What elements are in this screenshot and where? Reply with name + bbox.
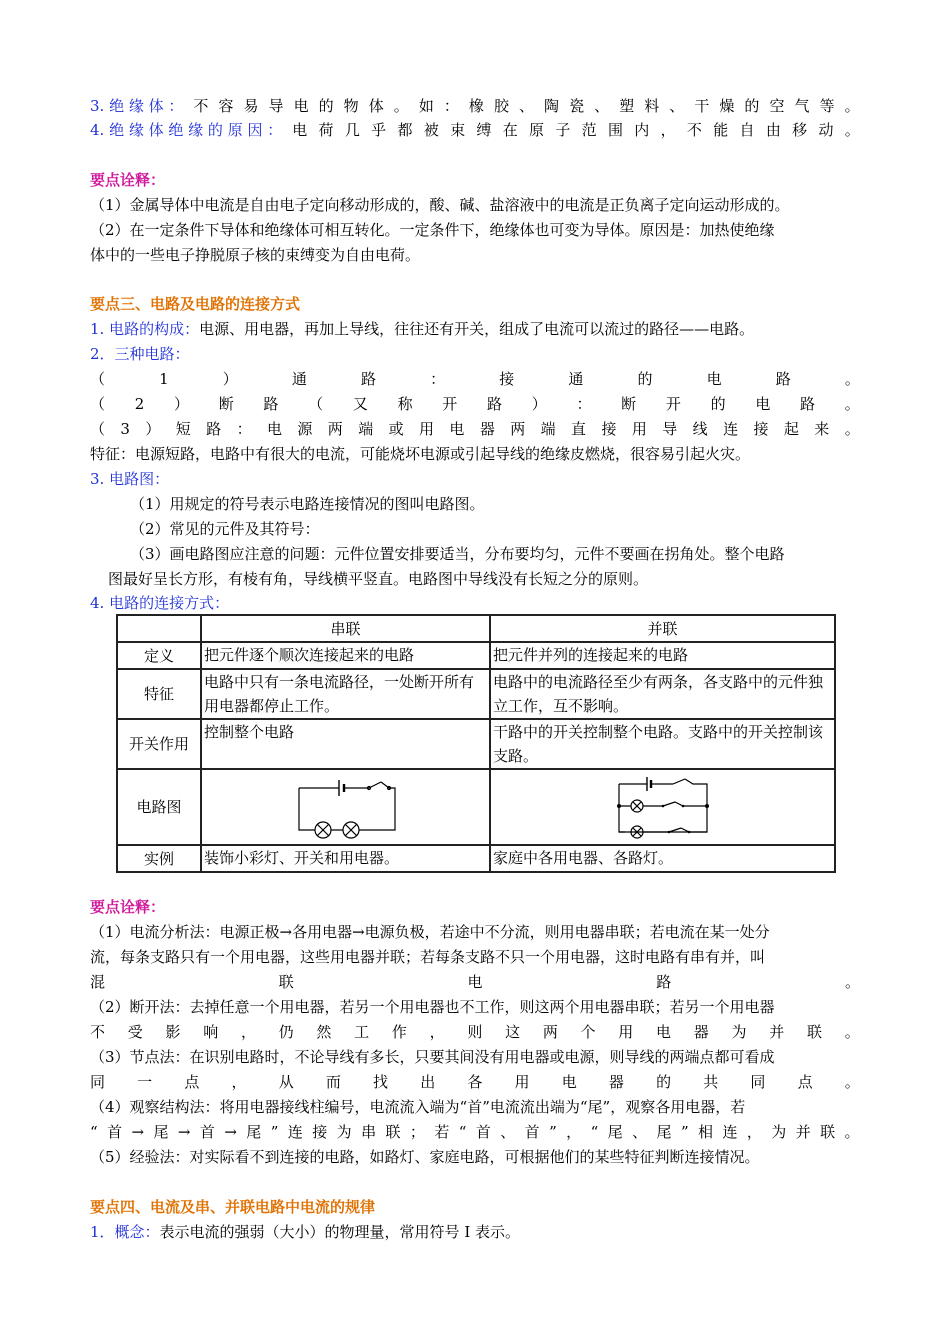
justified-char: 作 (391, 1023, 407, 1041)
justified-char: 、 (500, 1123, 516, 1141)
justified-char: 受 (127, 1023, 143, 1041)
justified-char: 。 (844, 420, 860, 438)
justified-char: 两 (510, 420, 526, 438)
justified-char: ： (236, 420, 252, 438)
justified-char: ” (270, 1123, 279, 1141)
justified-char: 内 (634, 121, 650, 139)
justified-char: 短 (175, 420, 191, 438)
justified-char: “ (90, 1123, 98, 1141)
parallel-feature: 电路中的电流路径至少有两条，各支路中的元件独立工作，互不影响。 (490, 669, 835, 719)
justified-char: ） (531, 395, 547, 413)
justified-char: ： (430, 370, 446, 388)
justified-char: 仍 (278, 1023, 294, 1041)
justified-char: 的 (656, 1073, 672, 1091)
justified-char: 橡 (468, 97, 484, 115)
justified-char: ） (145, 420, 161, 438)
justified-char: 从 (278, 1073, 294, 1091)
justified-char: 电 (755, 395, 771, 413)
justified-char: → (224, 1123, 237, 1141)
justified-char: 用 (514, 1073, 530, 1091)
justified-char: 。 (844, 1123, 860, 1141)
justified-char: 出 (420, 1073, 436, 1091)
justified-char: 路 (263, 395, 279, 413)
justified-char: 点 (797, 1073, 813, 1091)
justified-char: 接 (753, 420, 769, 438)
justified-char: 联 (820, 1123, 836, 1141)
row-label-switch-role: 开关作用 (117, 719, 201, 769)
justified-char: 尾 (656, 1123, 672, 1141)
justified-char: 易 (243, 97, 259, 115)
justified-char: 移 (792, 121, 808, 139)
justified-char: 不 (90, 1023, 106, 1041)
parallel-definition: 把元件并列的连接起来的电路 (490, 642, 835, 669)
justified-char: 能 (713, 121, 729, 139)
justified-char: 乎 (371, 121, 387, 139)
insulator-definition-text (193, 94, 860, 118)
circuit-composition-label: 1. 电路的构成： (90, 320, 200, 338)
justified-char: 电 (449, 420, 465, 438)
current-concept (90, 1220, 860, 1244)
section4-title: 要点四、电流及串、并联电路中电流的规律 (90, 1198, 376, 1216)
current-concept-label: 1．概念： (90, 1223, 160, 1241)
justified-char: 联 (278, 973, 294, 991)
justified-char: 若 (434, 1123, 450, 1141)
justified-char: 断 (218, 395, 234, 413)
justified-char: 连 (287, 1123, 303, 1141)
justified-char: 塑 (619, 97, 635, 115)
justified-char: 首 (199, 1123, 215, 1141)
justified-char: 接 (601, 420, 617, 438)
justified-char: 直 (571, 420, 587, 438)
justified-char: 。 (844, 973, 860, 991)
justified-char: 几 (344, 121, 360, 139)
connection-methods-label: 4. 电路的连接方式： (90, 594, 230, 612)
justified-char: 电 (561, 1073, 577, 1091)
justified-char: 两 (327, 420, 343, 438)
justified-char: 找 (373, 1073, 389, 1091)
justified-char: 如 (418, 97, 434, 115)
justified-char: ， (231, 1073, 247, 1091)
justified-char: 尾 (246, 1123, 262, 1141)
circuit-composition-text: 电源、用电器，再加上导线，往往还有开关，组成了电流可以流过的路径——电路。 (199, 320, 755, 338)
justified-char: ： (443, 97, 459, 115)
justified-char: 体 (368, 97, 384, 115)
justified-char: 用 (631, 420, 647, 438)
justified-char: ， (240, 1023, 256, 1041)
justified-char: ， (660, 121, 676, 139)
circuit-diagram-point3-line1: （3）画电路图应注意的问题：元件位置安排要适当，分布要均匀，元件不要画在拐角处。整个电路 (130, 545, 785, 563)
note1-title: 要点诠释： (90, 171, 166, 189)
justified-char: 2 (134, 395, 145, 413)
row-label-example: 实例 (117, 845, 201, 872)
method4-line1: （4）观察结构法：将用电器接线柱编号，电流流入端为“首”电流流出端为“尾”，观察各用电器，若 (90, 1098, 746, 1116)
justified-char: （ (90, 395, 106, 413)
table-row (117, 769, 835, 845)
justified-char: 并 (795, 1123, 811, 1141)
short-circuit-feature: 特征：电源短路，电路中有很大的电流，可能烧坏电源或引起导线的绝缘皮燃烧，很容易引起火灾。 (90, 445, 751, 463)
justified-char: 首 (475, 1123, 491, 1141)
justified-char: ， (566, 1123, 582, 1141)
justified-char: 用 (618, 1023, 634, 1041)
justified-char: 被 (423, 121, 439, 139)
justified-char: 胶 (493, 97, 509, 115)
justified-char: 。 (844, 1073, 860, 1091)
justified-char: 器 (479, 420, 495, 438)
justified-char: 端 (540, 420, 556, 438)
justified-char: 起 (783, 420, 799, 438)
table-header-parallel: 并联 (490, 615, 835, 642)
note2-title: 要点诠释： (90, 898, 166, 916)
method1-line3 (90, 970, 860, 994)
justified-char: 开 (665, 395, 681, 413)
justified-char: 瓷 (569, 97, 585, 115)
series-circuit-icon (291, 774, 401, 840)
justified-char: 都 (397, 121, 413, 139)
justified-char: 通 (291, 370, 307, 388)
justified-char: 连 (723, 420, 739, 438)
justified-char: 路 (361, 370, 377, 388)
justified-char: 各 (467, 1073, 483, 1091)
justified-char: “ (458, 1123, 467, 1141)
justified-char: 的 (637, 370, 653, 388)
justified-char: 电 (266, 420, 282, 438)
justified-char: 围 (607, 121, 623, 139)
connection-comparison-table (116, 614, 836, 873)
justified-char: 一 (137, 1073, 153, 1091)
method3-line2 (90, 1070, 860, 1094)
justified-char: 。 (844, 370, 860, 388)
circuit-composition (90, 317, 860, 341)
method1-line2: 流，每条支路只有一个用电器，这些用电器并联；若每条支路不只一个用电器，这时电路有串有并，叫 (90, 948, 766, 966)
justified-char: 陶 (544, 97, 560, 115)
justified-char: 等 (819, 97, 835, 115)
justified-char: 影 (165, 1023, 181, 1041)
table-header-blank (117, 615, 201, 642)
justified-char: 则 (467, 1023, 483, 1041)
justified-char: 。 (844, 395, 860, 413)
justified-char: 混 (90, 973, 106, 991)
justified-char: 原 (529, 121, 545, 139)
justified-char: 又 (352, 395, 368, 413)
justified-char: 源 (297, 420, 313, 438)
justified-char: 然 (316, 1023, 332, 1041)
row-label-diagram: 电路图 (117, 769, 201, 845)
insulator-reason-text (292, 118, 860, 142)
justified-char: 电 (293, 97, 309, 115)
justified-char: 范 (581, 121, 597, 139)
justified-char: 燥 (719, 97, 735, 115)
method2-line2 (90, 1020, 860, 1044)
justified-char: 、 (632, 1123, 648, 1141)
justified-char: 路 (206, 420, 222, 438)
justified-char: （ (308, 395, 324, 413)
justified-char: 、 (594, 97, 610, 115)
series-example: 装饰小彩灯、开关和用电器。 (201, 845, 490, 872)
parallel-switch-role: 干路中的开关控制整个电路。支路中的开关控制该支路。 (490, 719, 835, 769)
justified-char: 首 (524, 1123, 540, 1141)
justified-char: 两 (542, 1023, 558, 1041)
justified-char: 在 (502, 121, 518, 139)
justified-char: 工 (354, 1023, 370, 1041)
justified-char: 尾 (607, 1123, 623, 1141)
justified-char: 开 (442, 395, 458, 413)
justified-char: 称 (397, 395, 413, 413)
justified-char: 容 (218, 97, 234, 115)
justified-char: 。 (844, 1023, 860, 1041)
justified-char: 路 (775, 370, 791, 388)
justified-char: 线 (692, 420, 708, 438)
justified-char: 为 (731, 1023, 747, 1041)
justified-char: 。 (393, 97, 409, 115)
justified-char: 路 (656, 973, 672, 991)
open-circuit-line (90, 392, 860, 416)
justified-char: 为 (771, 1123, 787, 1141)
insulator-definition-label: 3. 绝 缘 体 ： (90, 97, 184, 115)
table-header-series: 串联 (201, 615, 490, 642)
justified-char: （ (90, 420, 106, 438)
justified-char: 器 (608, 1073, 624, 1091)
row-label-definition: 定义 (117, 642, 201, 669)
justified-char: 束 (450, 121, 466, 139)
justified-char: 。 (844, 97, 860, 115)
justified-char: 路 (800, 395, 816, 413)
justified-char: 荷 (318, 121, 334, 139)
method1-line1: （1）电流分析法：电源正极→各用电器→电源负极，若途中不分流，则用电器串联；若电流在某一处分 (90, 923, 770, 941)
justified-char: 并 (769, 1023, 785, 1041)
justified-char: 同 (750, 1073, 766, 1091)
method2-line1: （2）断开法：去掉任意一个用电器，若另一个用电器也不工作，则这两个用电器串联；若另一个用电器 (90, 998, 775, 1016)
justified-char: 首 (107, 1123, 123, 1141)
justified-char: 相 (698, 1123, 714, 1141)
justified-char: 电 (706, 370, 722, 388)
justified-char: 端 (358, 420, 374, 438)
justified-char: 响 (203, 1023, 219, 1041)
parallel-example: 家庭中各用电器、各路灯。 (490, 845, 835, 872)
justified-char: 个 (580, 1023, 596, 1041)
justified-char: 串 (361, 1123, 377, 1141)
justified-char: 1 (159, 370, 169, 388)
note1-point2-line2: 体中的一些电子挣脱原子核的束缚变为自由电荷。 (90, 246, 421, 264)
insulator-reason (90, 118, 860, 142)
series-switch-role: 控制整个电路 (201, 719, 490, 769)
justified-char: → (177, 1123, 191, 1141)
justified-char: 导 (268, 97, 284, 115)
justified-char: ： (576, 395, 592, 413)
justified-char: 的 (318, 97, 334, 115)
method5: （5）经验法：对实际看不到连接的电路，如路灯、家庭电路，可根据他们的某些特征判断连接情况。 (90, 1148, 760, 1166)
justified-char: 由 (765, 121, 781, 139)
closed-circuit-line (90, 367, 860, 391)
method4-line2 (90, 1120, 860, 1144)
justified-char: ； (409, 1123, 425, 1141)
justified-char: 动 (818, 121, 834, 139)
justified-char: ） (173, 395, 189, 413)
current-concept-text: 表示电流的强弱（大小）的物理量，常用符号 I 表示。 (159, 1223, 521, 1241)
three-circuits-label: 2．三种电路： (90, 345, 190, 363)
table-row (117, 669, 835, 719)
row-label-feature: 特征 (117, 669, 201, 719)
justified-char: 同 (90, 1073, 106, 1091)
justified-char: 、 (519, 97, 535, 115)
justified-char: 电 (467, 973, 483, 991)
justified-char: 路 (487, 395, 503, 413)
justified-char: 、 (669, 97, 685, 115)
method3-line1: （3）节点法：在识别电路时，不论导线有多长，只要其间没有用电器或电源，则导线的两端点都可看成 (90, 1048, 775, 1066)
justified-char: 导 (662, 420, 678, 438)
justified-char: 料 (644, 97, 660, 115)
justified-char: 缚 (476, 121, 492, 139)
justified-char: 而 (325, 1073, 341, 1091)
justified-char: → (131, 1123, 145, 1141)
justified-char: 3 (120, 420, 130, 438)
justified-char: ” (549, 1123, 557, 1141)
justified-char: 为 (336, 1123, 352, 1141)
parallel-circuit-icon (613, 772, 713, 842)
justified-char: 联 (806, 1023, 822, 1041)
justified-char: ） (222, 370, 238, 388)
justified-char: 电 (292, 121, 308, 139)
justified-char: ” (680, 1123, 689, 1141)
justified-char: 尾 (153, 1123, 169, 1141)
justified-char: 的 (744, 97, 760, 115)
justified-char: 接 (499, 370, 515, 388)
justified-char: 物 (343, 97, 359, 115)
justified-char: 器 (693, 1023, 709, 1041)
insulator-definition (90, 94, 860, 118)
justified-char: 电 (656, 1023, 672, 1041)
section3-title: 要点三、电路及电路的连接方式 (90, 295, 301, 313)
note1-point1: （1）金属导体中电流是自由电子定向移动形成的，酸、碱、盐溶液中的电流是正负离子定向运动形成的。 (90, 196, 790, 214)
table-header-row (117, 615, 835, 642)
series-feature: 电路中只有一条电流路径，一处断开所有用电器都停止工作。 (201, 669, 490, 719)
insulator-reason-label: 4. 绝 缘 体 绝 缘 的 原 因 ： (90, 121, 283, 139)
justified-char: ， (746, 1123, 762, 1141)
justified-char: 不 (193, 97, 209, 115)
justified-char: 或 (388, 420, 404, 438)
justified-char: 干 (694, 97, 710, 115)
justified-char: 不 (686, 121, 702, 139)
table-row (117, 845, 835, 872)
justified-char: “ (590, 1123, 599, 1141)
justified-char: 空 (769, 97, 785, 115)
series-circuit-diagram (201, 769, 490, 845)
justified-char: （ (90, 370, 106, 388)
justified-char: ， (429, 1023, 445, 1041)
short-circuit-line (90, 417, 860, 441)
justified-char: 自 (739, 121, 755, 139)
justified-char: 气 (794, 97, 810, 115)
justified-char: 断 (621, 395, 637, 413)
justified-char: 共 (703, 1073, 719, 1091)
circuit-diagram-label: 3. 电路图： (90, 470, 170, 488)
justified-char: 连 (722, 1123, 738, 1141)
justified-char: 联 (385, 1123, 401, 1141)
justified-char: 用 (419, 420, 435, 438)
justified-char: 子 (555, 121, 571, 139)
parallel-circuit-diagram (490, 769, 835, 845)
note1-point2-line1: （2）在一定条件下导体和绝缘体可相互转化。一定条件下，绝缘体也可变为导体。原因是：加热使绝缘 (90, 221, 775, 239)
series-definition: 把元件逐个顺次连接起来的电路 (201, 642, 490, 669)
justified-char: 来 (814, 420, 830, 438)
justified-char: 的 (710, 395, 726, 413)
justified-char: 点 (184, 1073, 200, 1091)
justified-char: 这 (505, 1023, 521, 1041)
table-row (117, 642, 835, 669)
circuit-diagram-point3-line2: 图最好呈长方形，有棱有角，导线横平竖直。电路图中导线没有长短之分的原则。 (108, 570, 649, 588)
circuit-diagram-point1: （1）用规定的符号表示电路连接情况的图叫电路图。 (130, 495, 485, 513)
justified-char: 。 (844, 121, 860, 139)
justified-char: 接 (312, 1123, 328, 1141)
justified-char: 通 (568, 370, 584, 388)
table-row (117, 719, 835, 769)
circuit-diagram-point2: （2）常见的元件及其符号： (130, 520, 320, 538)
